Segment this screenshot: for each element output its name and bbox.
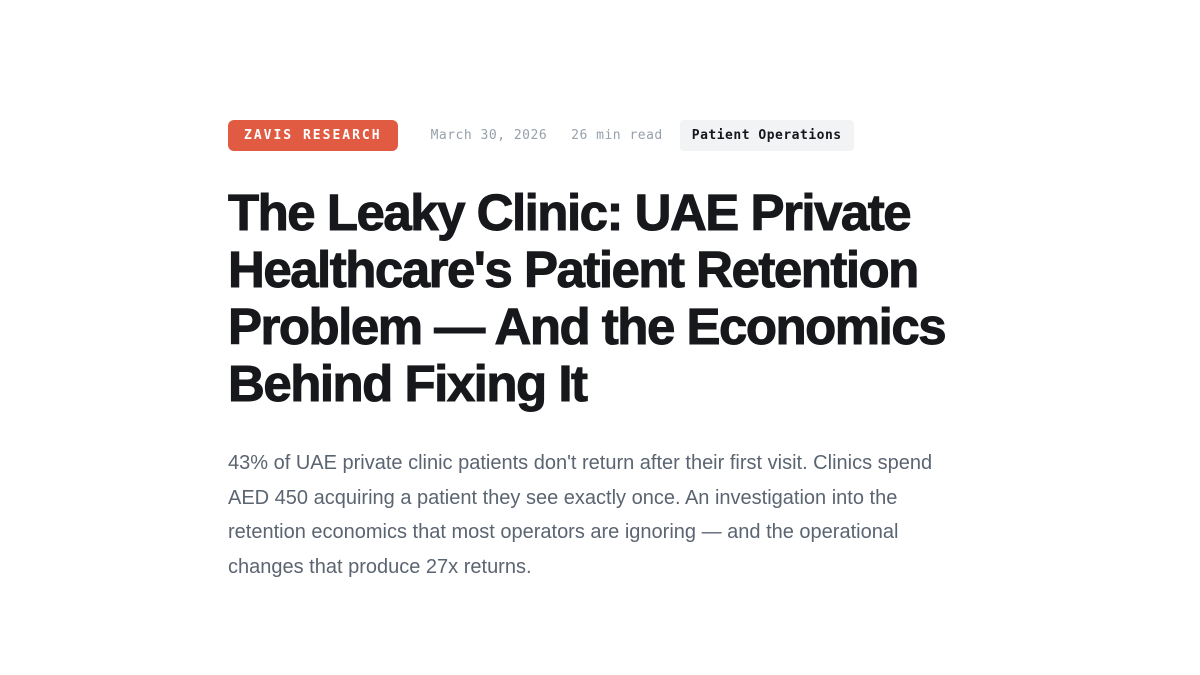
title-line: The Leaky Clinic: UAE Private xyxy=(228,184,911,241)
publish-date: March 30, 2026 xyxy=(430,128,548,143)
article-title xyxy=(228,184,972,412)
title-line: Behind Fixing It xyxy=(228,355,587,412)
article-standfirst: 43% of UAE private clinic patients don't return after their first visit. Clinics spend AED 450 acquiring a patient they see exactly once. An investigation into the retention economics that most operators are ignoring — and the operational changes that produce 27x returns. xyxy=(228,452,933,578)
meta-row xyxy=(228,120,972,151)
title-line: Healthcare's Patient Retention xyxy=(228,241,918,298)
title-line: Problem — And the Economics xyxy=(228,298,946,355)
read-time: 26 min read xyxy=(571,128,663,143)
research-badge: ZAVIS RESEARCH xyxy=(228,120,398,151)
article-header xyxy=(228,0,972,584)
category-tag[interactable]: Patient Operations xyxy=(680,120,854,151)
